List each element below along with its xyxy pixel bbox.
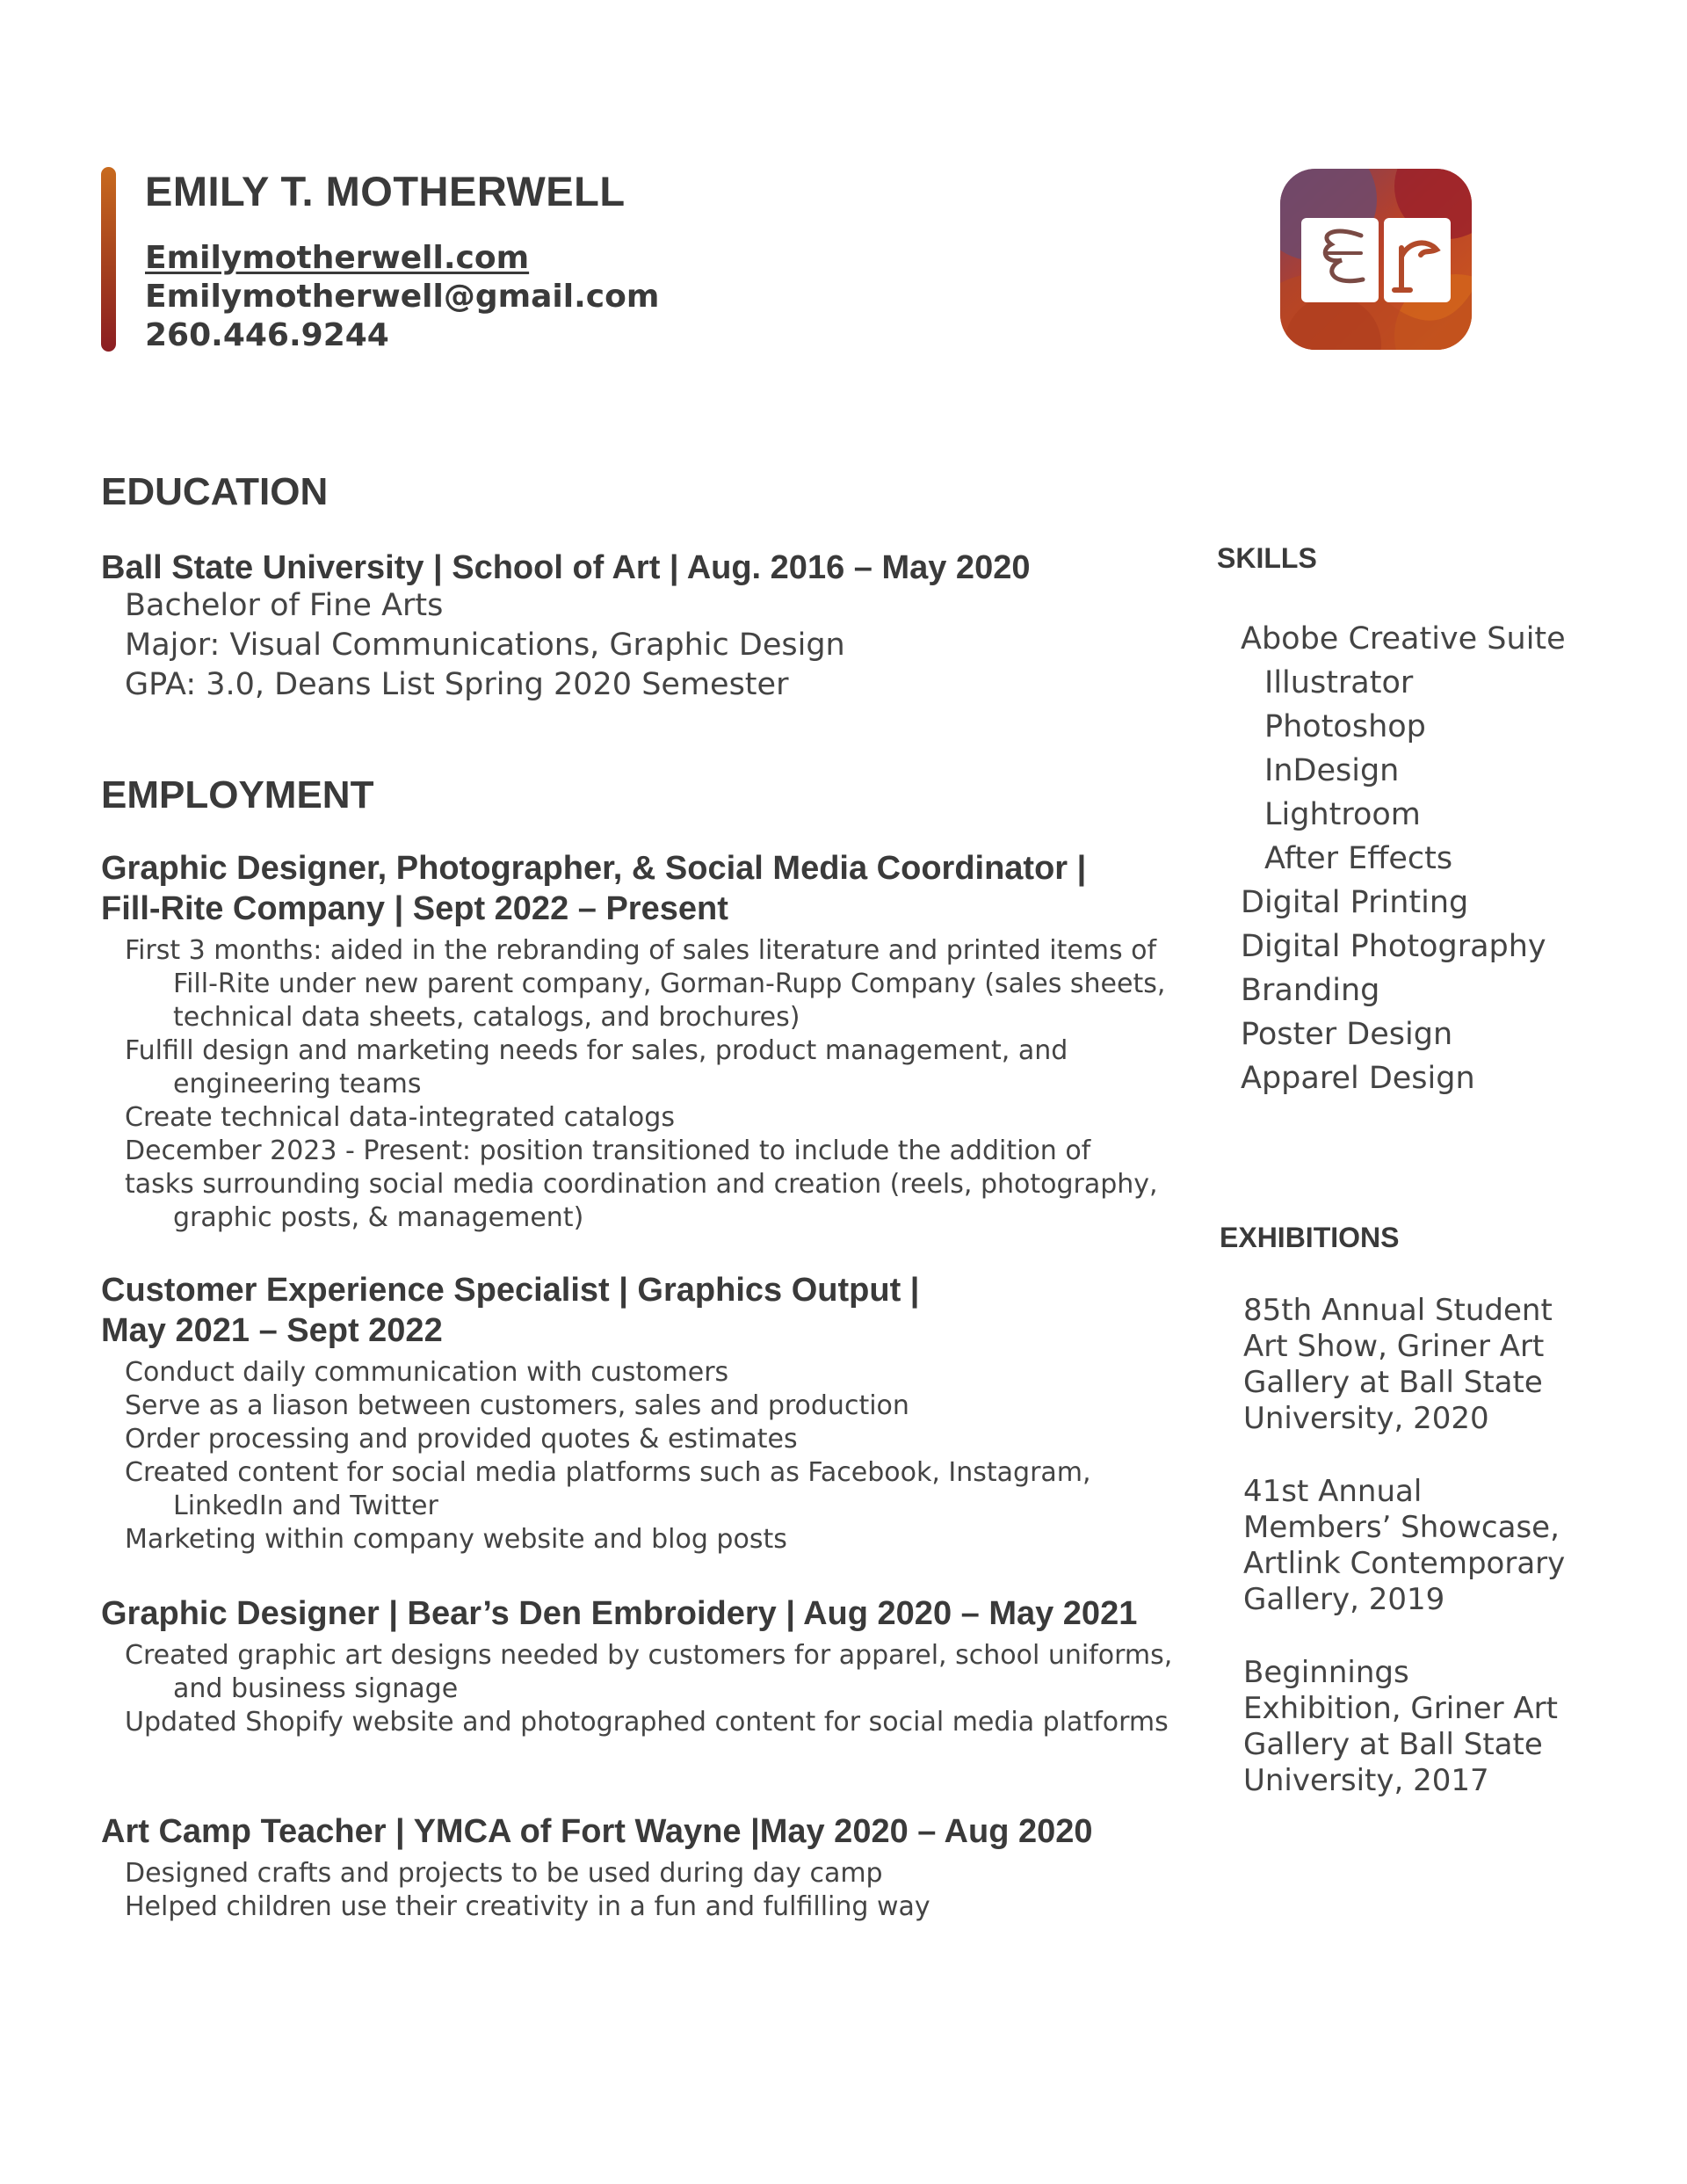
job-heading: Art Camp Teacher | YMCA of Fort Wayne |May 2020 – Aug 2020: [101, 1813, 1093, 1850]
list-item: InDesign: [1264, 753, 1400, 788]
list-item: Fulfill design and marketing needs for sales, product management, and engineering teams: [125, 1035, 1068, 1099]
job-heading: Customer Experience Specialist | Graphics Output |: [101, 1272, 920, 1309]
list-item: Digital Photography: [1241, 929, 1546, 964]
list-item: Conduct daily communication with customers: [125, 1357, 729, 1388]
job-duties: [101, 1639, 1191, 1739]
job-entry: [101, 1593, 1191, 1739]
list-item: Branding: [1241, 973, 1380, 1008]
list-item: December 2023 - Present: position transitioned to include the addition of: [125, 1136, 1091, 1166]
list-item: Helped children use their creativity in a fun and fulfilling way: [125, 1891, 930, 1922]
et-monogram-icon: [1280, 169, 1472, 350]
job-duties: [101, 934, 1191, 1235]
list-item: Updated Shopify website and photographed content for social media platforms: [125, 1707, 1169, 1738]
list-item: Lightroom: [1264, 797, 1421, 832]
exhibition-item: Beginnings Exhibition, Griner Art Gallery at Ball State University, 2017: [1243, 1655, 1558, 1798]
job-heading-line2: Fill-Rite Company | Sept 2022 – Present: [101, 890, 728, 927]
list-item: Illustrator: [1264, 665, 1414, 700]
list-item: After Effects: [1264, 841, 1453, 876]
list-item: Digital Printing: [1241, 885, 1469, 920]
list-item: Abobe Creative Suite: [1241, 621, 1566, 657]
job-heading: Graphic Designer | Bear’s Den Embroidery | Aug 2020 – May 2021: [101, 1595, 1138, 1632]
list-item: Order processing and provided quotes & estimates: [125, 1424, 798, 1455]
education-heading: EDUCATION: [101, 470, 329, 513]
exhibition-item: 85th Annual Student Art Show, Griner Art Gallery at Ball State University, 2020: [1243, 1293, 1553, 1436]
list-item: First 3 months: aided in the rebranding of sales literature and printed items of Fill-Rite under new parent company, Gorman-Rupp Company (sales sheets, technical data sheets, catalogs, and brochures): [125, 935, 1166, 1033]
job-duties: [101, 1356, 1191, 1556]
list-item: tasks surrounding social media coordination and creation (reels, photography, graphic posts, & management): [125, 1169, 1158, 1233]
skills-heading: SKILLS: [1217, 542, 1317, 574]
email-link[interactable]: Emilymotherwell@gmail.com: [145, 279, 660, 315]
list-item: Apparel Design: [1241, 1061, 1475, 1096]
list-item: Create technical data-integrated catalogs: [125, 1102, 675, 1133]
employment-heading: EMPLOYMENT: [101, 773, 374, 816]
exhibition-item: 41st Annual Members’ Showcase, Artlink Contemporary Gallery, 2019: [1243, 1474, 1566, 1617]
website-link[interactable]: Emilymotherwell.com: [145, 240, 530, 276]
job-heading: Graphic Designer, Photographer, & Social Media Coordinator |: [101, 850, 1087, 887]
skills-list: [1241, 617, 1566, 1100]
education-details: [125, 586, 845, 705]
list-item: Marketing within company website and blog posts: [125, 1524, 787, 1555]
education-major: Major: Visual Communications, Graphic Design: [125, 628, 845, 663]
education-gpa: GPA: 3.0, Deans List Spring 2020 Semester: [125, 667, 789, 702]
list-item: Serve as a liason between customers, sales and production: [125, 1390, 909, 1421]
list-item: Poster Design: [1241, 1017, 1453, 1052]
phone-number: 260.446.9244: [145, 317, 389, 353]
job-entry: [101, 848, 1191, 1235]
list-item: Designed crafts and projects to be used during day camp: [125, 1858, 883, 1889]
contact-block: [145, 239, 659, 355]
education-school: Ball State University | School of Art | Aug. 2016 – May 2020: [101, 549, 1031, 586]
job-duties: [101, 1857, 1191, 1924]
list-item: Created graphic art designs needed by customers for apparel, school uniforms, and business signage: [125, 1640, 1173, 1704]
list-item: Photoshop: [1264, 709, 1426, 744]
resume-name: EMILY T. MOTHERWELL: [145, 168, 626, 214]
exhibitions-heading: EXHIBITIONS: [1220, 1222, 1400, 1253]
job-entry: [101, 1811, 1191, 1924]
accent-bar: [101, 167, 116, 352]
job-heading-line2: May 2021 – Sept 2022: [101, 1312, 443, 1349]
job-entry: [101, 1270, 1191, 1556]
education-degree: Bachelor of Fine Arts: [125, 588, 444, 623]
list-item: Created content for social media platforms such as Facebook, Instagram, LinkedIn and Twitter: [125, 1457, 1091, 1521]
